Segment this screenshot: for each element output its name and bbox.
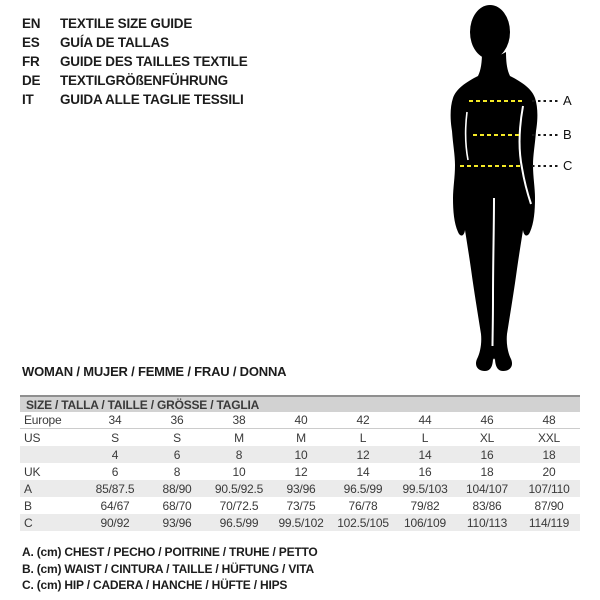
language-title: TEXTILGRÖßENFÜHRUNG [60, 73, 228, 88]
table-row-C [20, 514, 580, 531]
size-value: 6 [173, 447, 181, 462]
size-value: 48 [542, 413, 556, 427]
language-title: TEXTILE SIZE GUIDE [60, 16, 193, 31]
size-value: 12 [356, 447, 370, 462]
row-label: US [24, 430, 41, 445]
row-label: Europe [24, 413, 62, 427]
size-value: S [111, 430, 119, 445]
size-value: 85/87.5 [95, 481, 135, 496]
chest-leader-line [532, 100, 558, 102]
size-value: 64/67 [100, 498, 130, 513]
section-title: WOMAN / MUJER / FEMME / FRAU / DONNA [22, 364, 287, 379]
language-code: ES [22, 35, 40, 50]
size-value: 99.5/103 [402, 481, 448, 496]
size-value: 114/119 [528, 515, 570, 530]
row-label: B [24, 498, 32, 513]
size-value: 73/75 [286, 498, 316, 513]
row-label: UK [24, 464, 41, 479]
language-row-en [22, 14, 248, 33]
size-value: 93/96 [162, 515, 192, 530]
table-row-A [20, 480, 580, 497]
language-code: EN [22, 16, 41, 31]
size-value: 90.5/92.5 [214, 481, 264, 496]
size-value: 6 [111, 464, 119, 479]
size-value: 99.5/102 [278, 515, 324, 530]
language-code: DE [22, 73, 41, 88]
size-value: 18 [480, 464, 494, 479]
hip-leader-line [532, 165, 558, 167]
language-title: GUIDA ALLE TAGLIE TESSILI [60, 92, 244, 107]
language-row-es [22, 33, 248, 52]
silhouette-head [470, 5, 510, 59]
language-code: FR [22, 54, 40, 69]
size-value: 20 [542, 464, 556, 479]
language-row-it [22, 90, 248, 109]
chest-measure-line [469, 100, 522, 102]
legend-chest: A. (cm) CHEST / PECHO / POITRINE / TRUHE / PETTO [22, 545, 318, 559]
size-value: 16 [480, 447, 494, 462]
size-value: 16 [418, 464, 432, 479]
size-value: 34 [108, 413, 122, 427]
size-value: L [421, 430, 429, 445]
language-title: GUIDE DES TAILLES TEXTILE [60, 54, 248, 69]
language-list [22, 14, 248, 109]
measurement-legend [22, 545, 318, 595]
table-row-B [20, 497, 580, 514]
waist-leader-line [532, 134, 558, 136]
language-row-de [22, 71, 248, 90]
hip-measure-line [460, 165, 523, 167]
size-value: 87/90 [534, 498, 564, 513]
size-value: 107/110 [528, 481, 570, 496]
size-value: 8 [173, 464, 181, 479]
measure-label-c: C [563, 158, 573, 173]
table-row-UK [20, 463, 580, 480]
row-label: C [24, 515, 33, 530]
waist-measure-line [473, 134, 522, 136]
size-table-header: SIZE / TALLA / TAILLE / GRÖSSE / TAGLIA [20, 395, 580, 412]
language-code: IT [22, 92, 34, 107]
size-value: 10 [294, 447, 308, 462]
size-value: 104/107 [466, 481, 508, 496]
size-value: 83/86 [472, 498, 502, 513]
size-value: 14 [356, 464, 370, 479]
size-value: 93/96 [286, 481, 316, 496]
language-title: GUÍA DE TALLAS [60, 35, 169, 50]
size-value: 110/113 [466, 515, 508, 530]
size-table-body [20, 412, 580, 531]
size-value: 68/70 [162, 498, 192, 513]
size-value: M [296, 430, 306, 445]
size-value: 90/92 [100, 515, 130, 530]
size-value: 102.5/105 [337, 515, 389, 530]
language-row-fr [22, 52, 248, 71]
measure-label-b: B [563, 127, 572, 142]
size-value: XXL [537, 430, 561, 445]
size-value: 96.5/99 [219, 515, 259, 530]
size-value: 10 [232, 464, 246, 479]
size-value: XL [479, 430, 495, 445]
size-value: 44 [418, 413, 432, 427]
size-value: 76/78 [348, 498, 378, 513]
legend-waist: B. (cm) WAIST / CINTURA / TAILLE / HÜFTUNG / VITA [22, 561, 314, 576]
size-value: 38 [232, 413, 246, 427]
size-value: 96.5/99 [343, 481, 383, 496]
row-label: A [24, 481, 32, 496]
size-value: 36 [170, 413, 184, 427]
legend-hip: C. (cm) HIP / CADERA / HANCHE / HÜFTE / HIPS [22, 578, 288, 592]
size-value: 88/90 [162, 481, 192, 496]
size-value: 12 [294, 464, 308, 479]
size-value: 8 [235, 447, 243, 462]
size-value: S [173, 430, 181, 445]
size-value: 40 [294, 413, 308, 427]
size-value: 79/82 [410, 498, 440, 513]
size-value: 106/109 [404, 515, 446, 530]
size-value: 70/72.5 [219, 498, 259, 513]
size-value: 42 [356, 413, 370, 427]
size-value: L [359, 430, 367, 445]
woman-silhouette-figure [444, 2, 544, 372]
size-value: 14 [418, 447, 432, 462]
table-row-Europe [20, 412, 580, 429]
size-value: M [234, 430, 244, 445]
measure-label-a: A [563, 93, 572, 108]
size-value: 18 [542, 447, 556, 462]
table-row-us-number [20, 446, 580, 463]
table-row-US [20, 429, 580, 446]
size-value: 46 [480, 413, 494, 427]
size-value: 4 [111, 447, 119, 462]
size-table [20, 395, 580, 531]
